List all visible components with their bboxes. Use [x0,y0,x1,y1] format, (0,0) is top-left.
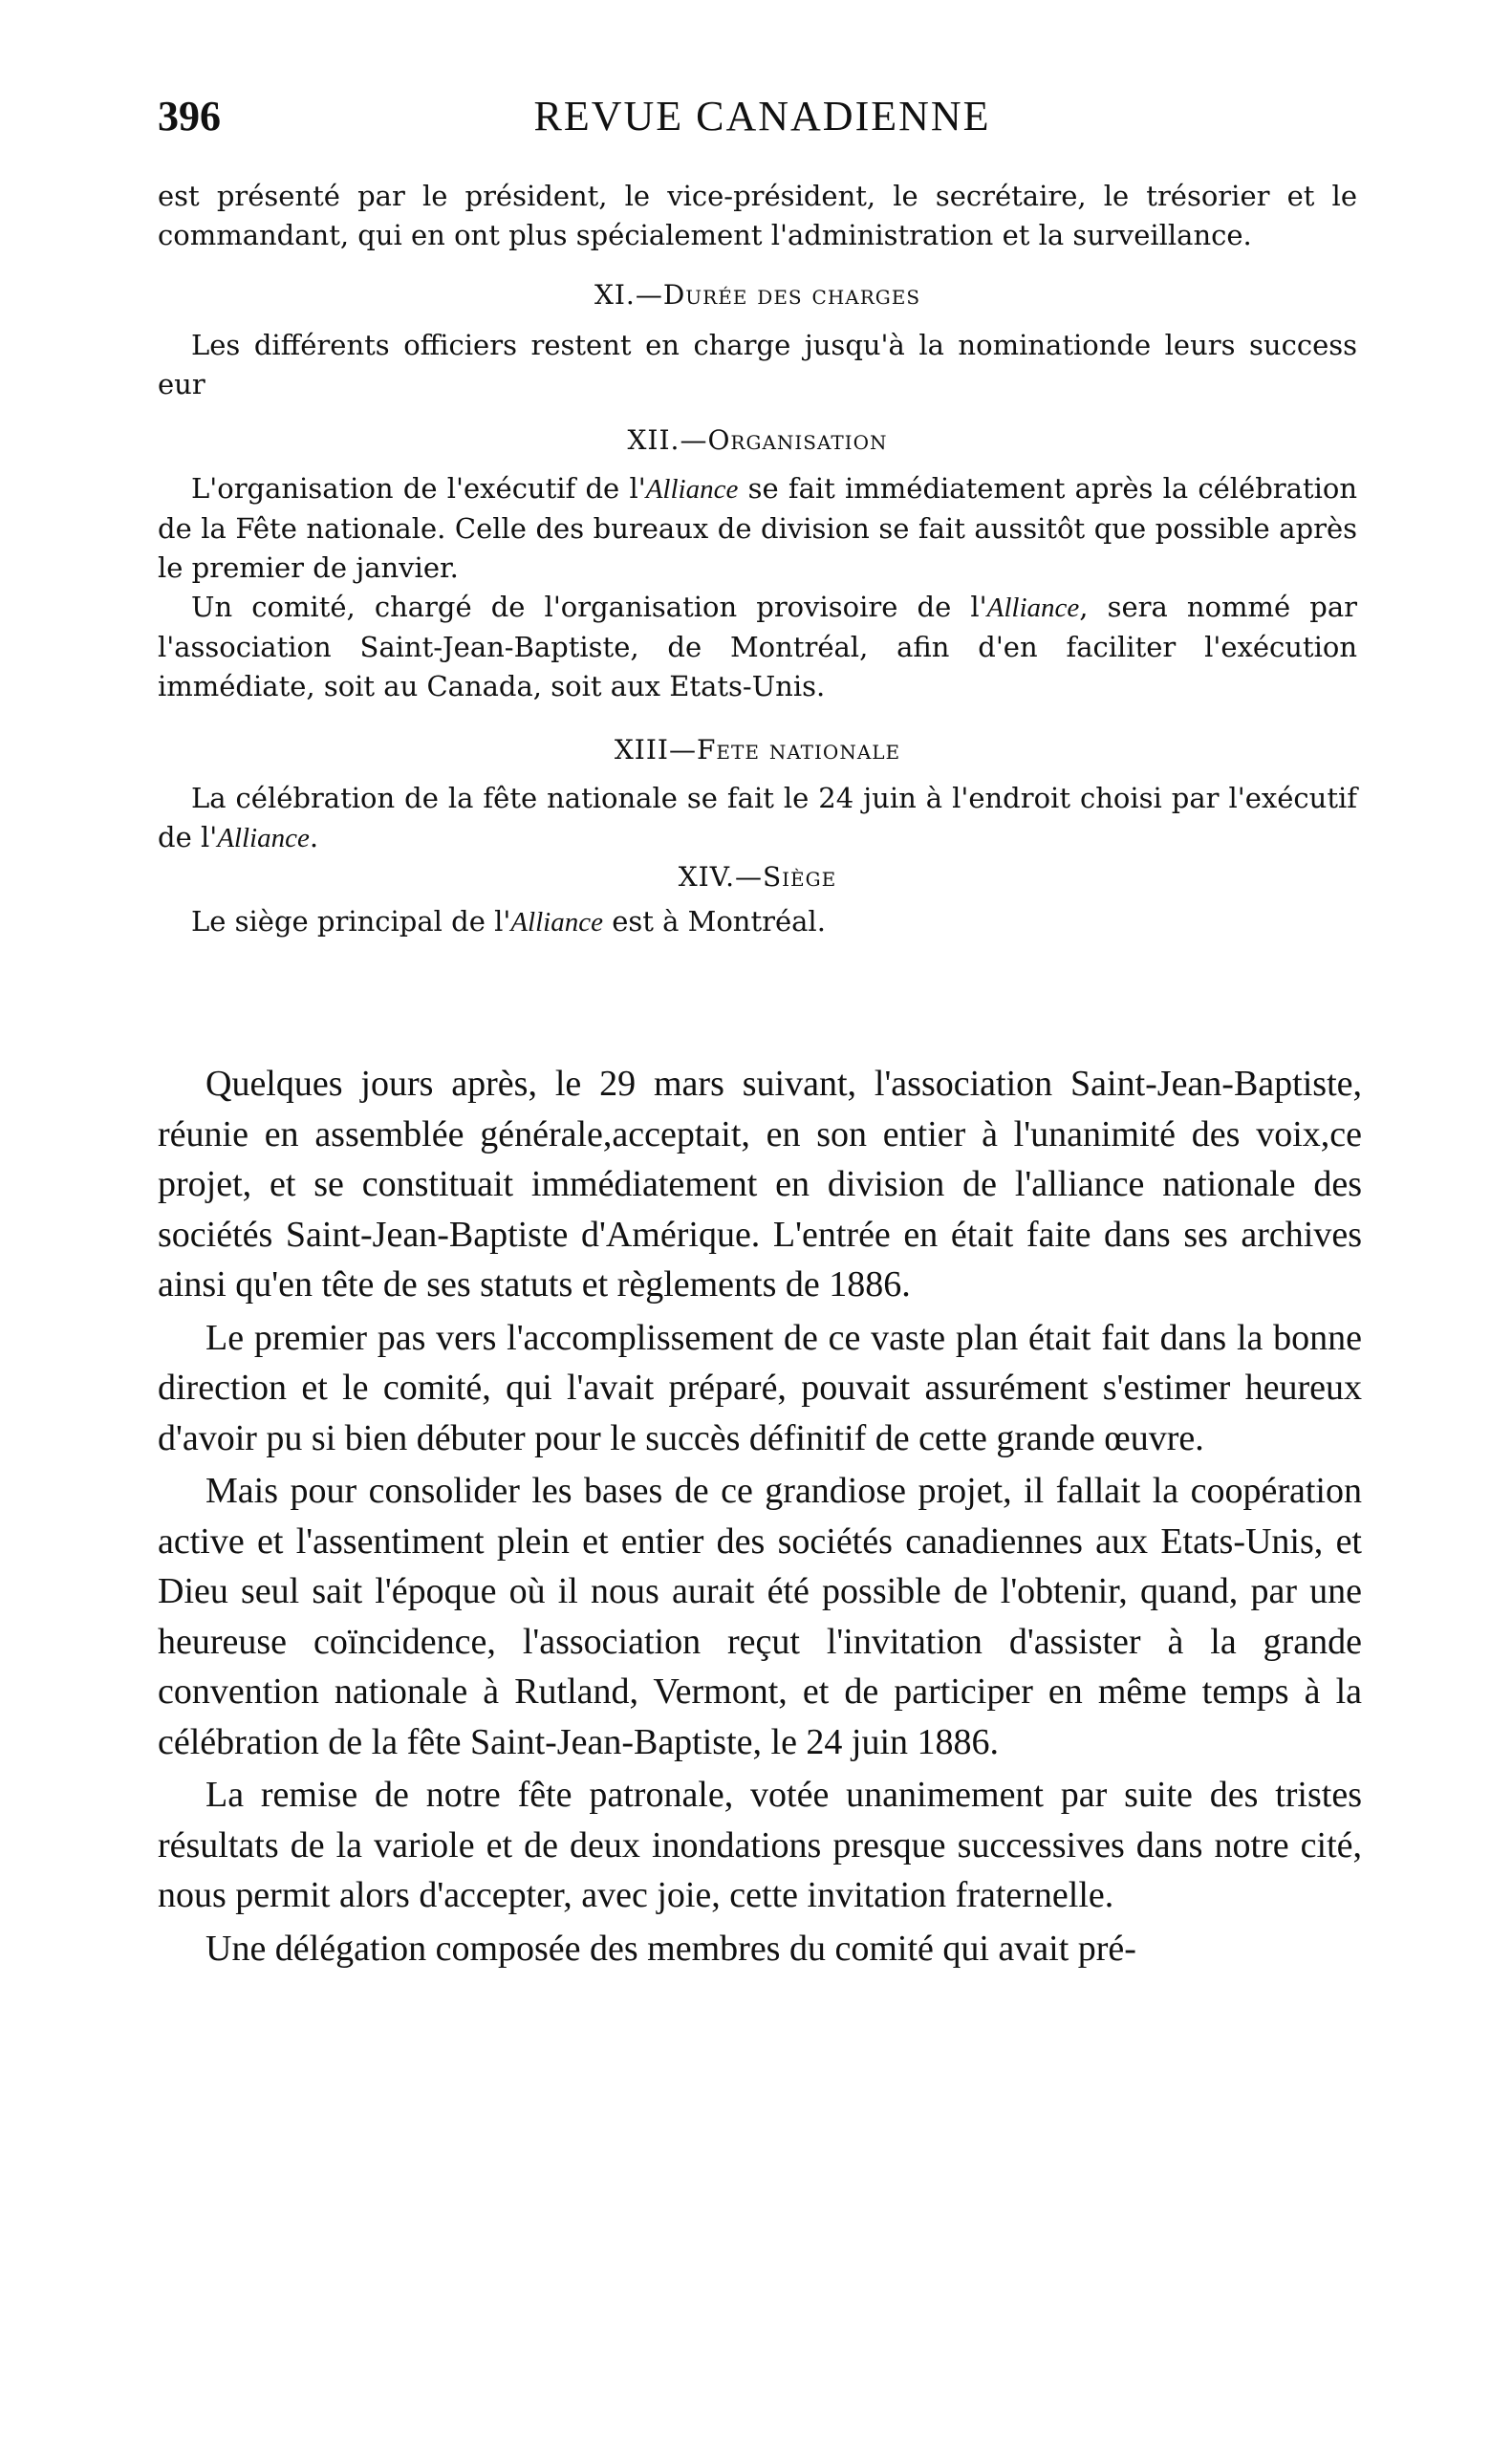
section-text-xiv: Le siège principal de l'Alliance est à Montréal. [191,905,826,938]
section-heading-xiii: XIII—Fete nationale [614,734,901,766]
section-heading-xi: XI.—Durée des charges [594,279,921,311]
statute-intro-paragraph: est présenté par le président, le vice-président, le secrétaire, le trésorier et le commandant, qui en ont plus spécialement l'administration et la surveillance. [158,180,1357,251]
page-header [158,92,1367,149]
main-body-text [158,1059,1362,1976]
body-paragraph: Le premier pas vers l'accomplissement de ce vaste plan était fait dans la bonne direction et le comité, qui l'avait préparé, pouvait assurément s'estimer heureux d'avoir pu si bien débuter pour le succès définitif de cette grande œuvre. [158,1317,1362,1458]
alliance-italic: Alliance [986,593,1080,623]
body-paragraph: Quelques jours après, le 29 mars suivant, l'association Saint-Jean-Baptiste, réunie en assemblée générale,acceptait, en son entier à l'unanimité des voix,ce projet, et se constituait immédiatement en division de l'alliance nationale des sociétés Saint-Jean-Baptiste d'Amérique. L'entrée en était faite dans ses archives ainsi qu'en tête de ses statuts et règlements de 1886. [158,1064,1362,1305]
running-title: REVUE CANADIENNE [533,93,991,140]
section-heading-xii: XII.—Organisation [627,424,888,456]
body-paragraph: Une délégation composée des membres du comité qui avait pré- [205,1928,1136,1969]
body-paragraph: Mais pour consolider les bases de ce grandiose projet, il fallait la coopération active et l'assentiment plein et entier des sociétés canadiennes aux Etats-Unis, et Dieu seul sait l'époque où il nous aurait été possible de l'obtenir, quand, par une heureuse coïncidence, l'association reçut l'invitation d'assister à la grande convention nationale à Rutland, Vermont, et de participer en même temps à la célébration de la fête Saint-Jean-Baptiste, le 24 juin 1886. [158,1471,1362,1762]
alliance-italic: Alliance [510,907,603,938]
section-text-xii-2: Un comité, chargé de l'organisation provisoire de l'Alliance, sera nommé par l'association Saint-Jean-Baptiste, de Montréal, afin d'en faciliter l'exécution immédiate, soit au Canada, soit aux Etats-Unis. [158,591,1357,702]
section-text-xi: Les différents officiers restent en charge jusqu'à la nominationde leurs success eur [158,329,1357,400]
section-text-xii-1: L'organisation de l'exécutif de l'Alliance se fait immédiatement après la célébration de la Fête nationale. Celle des bureaux de division se fait aussitôt que possible après le premier de janvier. [158,472,1357,584]
section-heading-xiv: XIV.—Siège [678,861,837,893]
section-text-xiii: La célébration de la fête nationale se fait le 24 juin à l'endroit choisi par l'exécutif de l'Alliance. [158,782,1357,853]
body-paragraph: La remise de notre fête patronale, votée unanimement par suite des tristes résultats de la variole et de deux inondations presque successives dans notre cité, nous permit alors d'accepter, avec joie, cette invitation fraternelle. [158,1775,1362,1915]
page-number: 396 [158,93,221,140]
alliance-italic: Alliance [217,823,310,853]
statutes-section [158,177,1357,942]
alliance-italic: Alliance [645,474,739,505]
